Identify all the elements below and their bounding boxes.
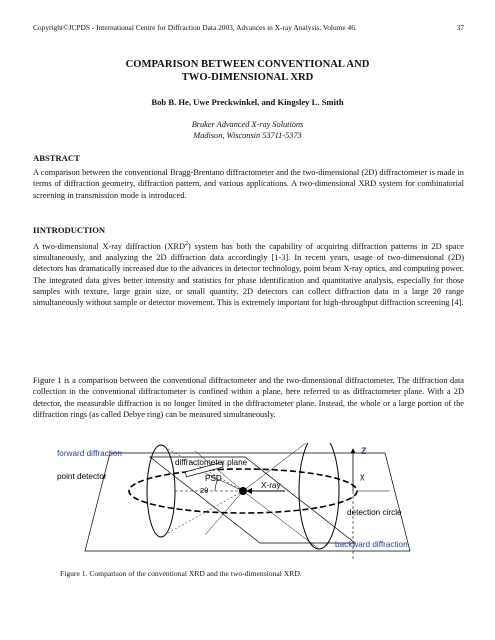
label-forward-diffraction: forward diffraction bbox=[57, 449, 122, 458]
sample-plane bbox=[85, 453, 410, 551]
intro-p1-start: A two-dimensional X-ray diffraction (XRD bbox=[33, 241, 186, 251]
label-chi: χ bbox=[360, 471, 365, 481]
intro-p1-superscript: 2 bbox=[185, 241, 189, 247]
label-backward-diffraction: backward diffraction bbox=[335, 540, 408, 549]
diffractometer-plane-outline bbox=[150, 457, 355, 543]
page-header bbox=[33, 23, 464, 32]
forward-cone bbox=[147, 445, 175, 537]
sample-point bbox=[239, 487, 247, 495]
introduction-paragraph-2: Figure 1 is a comparison between the conventional diffractometer and the two-dimensional diffractometer. The diffraction data collection in the conventional diffractometer is confined within a plane, here referred to as diffractometer plane. With a 2D detector, the measurable diffraction is no longer limited in the diffractometer plane. Instead, the whole or a large portion of the diffraction rings (as called Debye ring) can be measured simultaneously. bbox=[33, 376, 464, 419]
figure-1-diagram bbox=[55, 443, 441, 565]
cone-line bbox=[243, 491, 319, 549]
paper-title bbox=[0, 58, 495, 84]
affiliation-line-1: Bruker Advanced X-ray Solutions bbox=[191, 120, 304, 129]
label-detection-circle: detection circle bbox=[347, 508, 402, 517]
backward-cone bbox=[299, 443, 339, 549]
copyright-line: Copyright©JCPDS - International Centre for Diffraction Data 2003, Advances in X-ray Analysis, Volume 46. bbox=[33, 23, 357, 32]
label-z: Z bbox=[361, 446, 367, 456]
label-psd: PSD bbox=[205, 474, 222, 483]
label-diffractometer-plane: diffractometer plane bbox=[175, 458, 248, 467]
authors: Bob B. He, Uwe Preckwinkel, and Kingsley L. Smith bbox=[151, 97, 344, 107]
page-number: 37 bbox=[456, 23, 464, 32]
figure-caption: Figure 1. Comparison of the conventional XRD and the two-dimensional XRD. bbox=[60, 569, 302, 578]
abstract-text: A comparison between the conventional Bragg-Brentano diffractometer and the two-dimensional (2D) diffractometer is made in terms of diffraction geometry, diffraction pattern, and various applications. A two-dimensional XRD system for combinatorial screening in transmission mode is introduced. bbox=[33, 168, 464, 200]
introduction-paragraph-1 bbox=[33, 239, 464, 309]
label-two-theta: 2θ bbox=[200, 486, 209, 495]
intro-p1-rest: ) system has both the capability of acquiring diffraction patterns in 2D space simultaneously, and analyzing the 2D diffraction data accordingly [1-3]. In recent years, usage of two-dimensional (2D) detectors has dramatically increased due to the advances in detector technology, point beam X-ray optics, and computing power. The integrated data gives better intensity and statistics for phase identification and quantitative analysis, especially for those samples with texture, large grain size, or small quantity. 2D detectors can collect diffraction data in a large 2θ range simultaneously without sample or detector movement. This is extremely important for high-throughput diffraction screening [4]. bbox=[33, 241, 464, 308]
label-point-detector: point detector bbox=[57, 472, 107, 481]
affiliation-line-2: Madison, Wisconsin 53711-5373 bbox=[193, 131, 302, 140]
cone-line bbox=[205, 491, 243, 535]
label-xray: X-ray bbox=[261, 481, 281, 490]
title-line-2: TWO-DIMENSIONAL XRD bbox=[181, 72, 314, 83]
introduction-heading: IINTRODUCTION bbox=[33, 225, 106, 235]
abstract-heading: ABSTRACT bbox=[33, 153, 80, 163]
title-line-1: COMPARISON BETWEEN CONVENTIONAL AND bbox=[125, 59, 370, 70]
cone-line bbox=[243, 443, 319, 491]
affiliation bbox=[0, 119, 495, 141]
